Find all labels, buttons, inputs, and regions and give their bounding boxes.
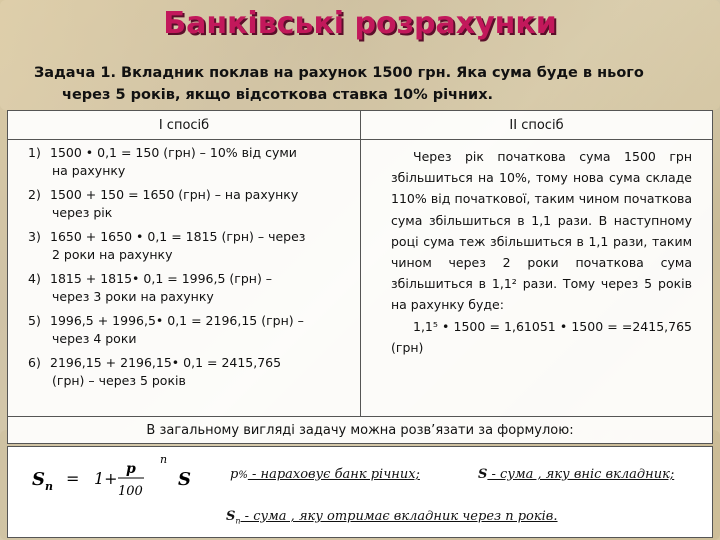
formula-exponent: n bbox=[160, 453, 168, 466]
step-text-cont: через 4 роки bbox=[52, 330, 137, 346]
formula-lhs: S bbox=[32, 469, 45, 490]
solution-table bbox=[7, 110, 713, 444]
step-item bbox=[28, 186, 352, 221]
step-number: 5) bbox=[28, 313, 41, 328]
step-number: 1) bbox=[28, 145, 41, 160]
step-number: 4) bbox=[28, 271, 41, 286]
step-text-cont: 2 роки на рахунку bbox=[52, 246, 173, 262]
method2-paragraph: Через рік початкова сума 1500 грн збільшиться на 10%, тому нова сума складе 110% від початкової, таким чином початкова сума збільшиться в 1,1 рази. В наступному році сума теж збільшиться в 1,1 рази, таким чином через 2 роки початкова сума збільшиться в 1,1² рази. Тому через 5 років на рахунку буде: bbox=[391, 149, 692, 313]
step-text: 2196,15 + 2196,15• 0,1 = 2415,765 bbox=[50, 355, 282, 370]
note-s bbox=[478, 467, 674, 482]
formula-box bbox=[7, 446, 713, 538]
step-number: 3) bbox=[28, 229, 41, 244]
column-header-method2: ІІ спосіб bbox=[361, 111, 713, 140]
task-line2: через 5 років, якщо відсоткова ставка 10% річних. bbox=[62, 87, 494, 103]
p-desc: - нараховує банк річних; bbox=[247, 467, 420, 482]
s-var: S bbox=[478, 467, 488, 482]
task-line1: Вкладник поклав на рахунок 1500 грн. Яка сума буде в нього bbox=[121, 65, 644, 81]
s-desc: - сума , яку вніс вкладник; bbox=[487, 467, 675, 482]
p-pct: % bbox=[238, 470, 248, 481]
step-number: 2) bbox=[28, 187, 41, 202]
step-text: 1996,5 + 1996,5• 0,1 = 2196,15 (грн) – bbox=[50, 313, 304, 328]
page-title: Банківські розрахунки bbox=[163, 6, 557, 41]
step-text-cont: через рік bbox=[52, 204, 113, 220]
sn-sub: n bbox=[235, 516, 241, 526]
step-text-cont: (грн) – через 5 років bbox=[52, 372, 186, 388]
column-header-method1: І спосіб bbox=[8, 111, 361, 140]
method2-explanation bbox=[361, 140, 713, 417]
method1-steps bbox=[8, 140, 361, 417]
general-formula-intro: В загальному вигляді задачу можна розв’язати за формулою: bbox=[8, 417, 713, 444]
step-text: 1815 + 1815• 0,1 = 1996,5 (грн) – bbox=[50, 271, 273, 286]
step-item bbox=[28, 354, 352, 389]
formula-rhs: S bbox=[178, 469, 191, 490]
step-text: 1500 + 150 = 1650 (грн) – на рахунку bbox=[50, 187, 299, 202]
step-item bbox=[28, 270, 352, 305]
note-sn bbox=[226, 509, 558, 526]
note-p bbox=[230, 467, 420, 482]
sn-desc: - сума , яку отримає вкладник через n років. bbox=[240, 509, 558, 524]
method2-result: 1,1⁵ • 1500 = 1,61051 • 1500 = =2415,765 (грн) bbox=[391, 318, 692, 355]
step-text-cont: через 3 роки на рахунку bbox=[52, 288, 214, 304]
formula-one-plus: 1+ bbox=[94, 469, 118, 488]
step-item bbox=[28, 312, 352, 347]
formula-numerator: p bbox=[126, 461, 136, 477]
formula-denominator: 100 bbox=[118, 484, 143, 499]
formula-lhs-sub: n bbox=[45, 480, 53, 493]
step-number: 6) bbox=[28, 355, 41, 370]
step-text: 1500 • 0,1 = 150 (грн) – 10% від суми bbox=[50, 145, 297, 160]
task-statement bbox=[34, 62, 696, 106]
step-item bbox=[28, 228, 352, 263]
task-label: Задача 1. bbox=[34, 65, 116, 81]
formula-eq: = bbox=[66, 469, 80, 488]
step-text-cont: на рахунку bbox=[52, 162, 126, 178]
sn-var: S bbox=[226, 509, 236, 524]
compound-interest-formula bbox=[32, 451, 222, 511]
step-item bbox=[28, 144, 352, 179]
p-var: p bbox=[230, 467, 239, 482]
step-text: 1650 + 1650 • 0,1 = 1815 (грн) – через bbox=[50, 229, 306, 244]
